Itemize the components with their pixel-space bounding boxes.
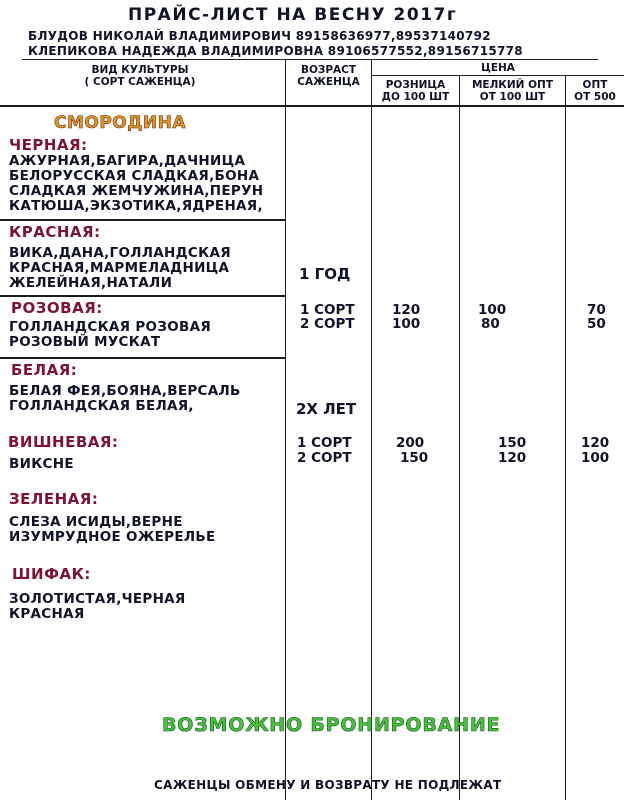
header-age [286,64,371,88]
variety-line: АЖУРНАЯ,БАГИРА,ДАЧНИЦА [9,153,246,169]
header-culture-label: ВИД КУЛЬТУРЫ [91,64,189,76]
footer-note: САЖЕНЦЫ ОБМЕНУ И ВОЗВРАТУ НЕ ПОДЛЕЖАТ [154,778,502,792]
group-pink-varieties [9,320,211,350]
variety-line: РОЗОВЫЙ МУСКАТ [9,334,161,350]
group-black-title: ЧЕРНАЯ: [9,136,88,154]
header-bottom-rule [0,105,624,107]
column-divider [371,60,372,800]
header-small-wholesale-sub: ОТ 100 ШТ [479,91,546,103]
header-retail-sub: ДО 100 ШТ [381,91,450,103]
price-wholesale: 70 [587,302,606,318]
header-wholesale-label: ОПТ [582,79,608,91]
column-divider [565,76,566,800]
variety-line: ГОЛЛАНДСКАЯ РОЗОВАЯ [9,319,212,335]
age-one-year: 1 ГОД [299,265,351,283]
group-green-title: ЗЕЛЕНАЯ: [9,490,99,508]
section-title: СМОРОДИНА [54,113,187,133]
group-red-varieties [9,246,231,291]
variety-line: БЕЛАЯ ФЕЯ,БОЯНА,ВЕРСАЛЬ [9,383,241,399]
group-separator [0,295,285,297]
header-wholesale-sub: ОТ 500 [574,91,616,103]
group-separator [0,219,285,221]
group-red-title: КРАСНАЯ: [9,223,101,241]
header-culture [40,64,240,88]
booking-note: ВОЗМОЖНО БРОНИРОВАНИЕ [162,714,501,736]
variety-line: ЖЕЛЕЙНАЯ,НАТАЛИ [9,275,173,291]
header-age-label: ВОЗРАСТ [300,64,357,76]
group-green-varieties [9,515,216,545]
variety-line: ГОЛЛАНДСКАЯ БЕЛАЯ, [9,398,194,414]
price-retail: 120 [392,302,421,318]
price-small-wholesale: 150 [498,435,527,451]
price-small-wholesale: 80 [481,316,500,332]
grade-1-year-1: 1 СОРТ [300,302,355,318]
header-small-wholesale [460,79,565,103]
group-black-varieties [9,154,263,214]
price-retail: 200 [396,435,425,451]
variety-line: ВИКА,ДАНА,ГОЛЛАНДСКАЯ [9,245,231,261]
header-culture-sub: ( СОРТ САЖЕНЦА) [84,76,196,88]
price-subheader-rule [371,75,624,76]
group-separator [0,357,285,359]
variety-line: БЕЛОРУССКАЯ СЛАДКАЯ,БОНА [9,168,260,184]
variety-line: СЛАДКАЯ ЖЕМЧУЖИНА,ПЕРУН [9,183,264,199]
price-wholesale: 50 [587,316,606,332]
group-shifak-title: ШИФАК: [12,565,91,583]
age-two-years: 2Х ЛЕТ [296,400,357,418]
price-small-wholesale: 120 [498,450,527,466]
column-divider [285,60,286,800]
variety-line: СЛЕЗА ИСИДЫ,ВЕРНЕ [9,514,183,530]
column-divider [459,76,460,800]
price-retail: 100 [392,316,421,332]
group-shifak-varieties [9,592,186,622]
grade-2-years-2: 2 СОРТ [297,450,352,466]
header-top-rule [22,59,598,60]
group-pink-title: РОЗОВАЯ: [11,299,103,317]
header-small-wholesale-label: МЕЛКИЙ ОПТ [471,79,554,91]
variety-line: КРАСНАЯ,МАРМЕЛАДНИЦА [9,260,230,276]
grade-2-years-1: 1 СОРТ [297,435,352,451]
header-retail-label: РОЗНИЦА [385,79,446,91]
owner-2: КЛЕПИКОВА НАДЕЖДА ВЛАДИМИРОВНА 89106577552,89156715778 [28,44,523,58]
variety-line: ИЗУМРУДНОЕ ОЖЕРЕЛЬЕ [9,529,216,545]
owner-1: БЛУДОВ НИКОЛАЙ ВЛАДИМИРОВИЧ 89158636977,89537140792 [28,29,491,43]
price-small-wholesale: 100 [478,302,507,318]
price-retail: 150 [400,450,429,466]
header-age-sub: САЖЕНЦА [297,76,360,88]
header-wholesale [566,79,624,103]
variety-line: КАТЮША,ЭКЗОТИКА,ЯДРЕНАЯ, [9,198,263,214]
price-wholesale: 100 [581,450,610,466]
header-price: ЦЕНА [481,62,515,74]
header-retail [372,79,459,103]
variety-line: ЗОЛОТИСТАЯ,ЧЕРНАЯ [9,591,186,607]
variety-line: КРАСНАЯ [9,606,85,622]
grade-1-year-2: 2 СОРТ [300,316,355,332]
group-white-varieties [9,384,241,414]
group-white-title: БЕЛАЯ: [11,361,78,379]
variety-line: ВИКСНЕ [9,456,74,472]
group-cherry-title: ВИШНЕВАЯ: [8,433,119,451]
price-wholesale: 120 [581,435,610,451]
page-title: ПРАЙС-ЛИСТ НА ВЕСНУ 2017г [128,5,458,25]
group-cherry-varieties [9,457,74,472]
